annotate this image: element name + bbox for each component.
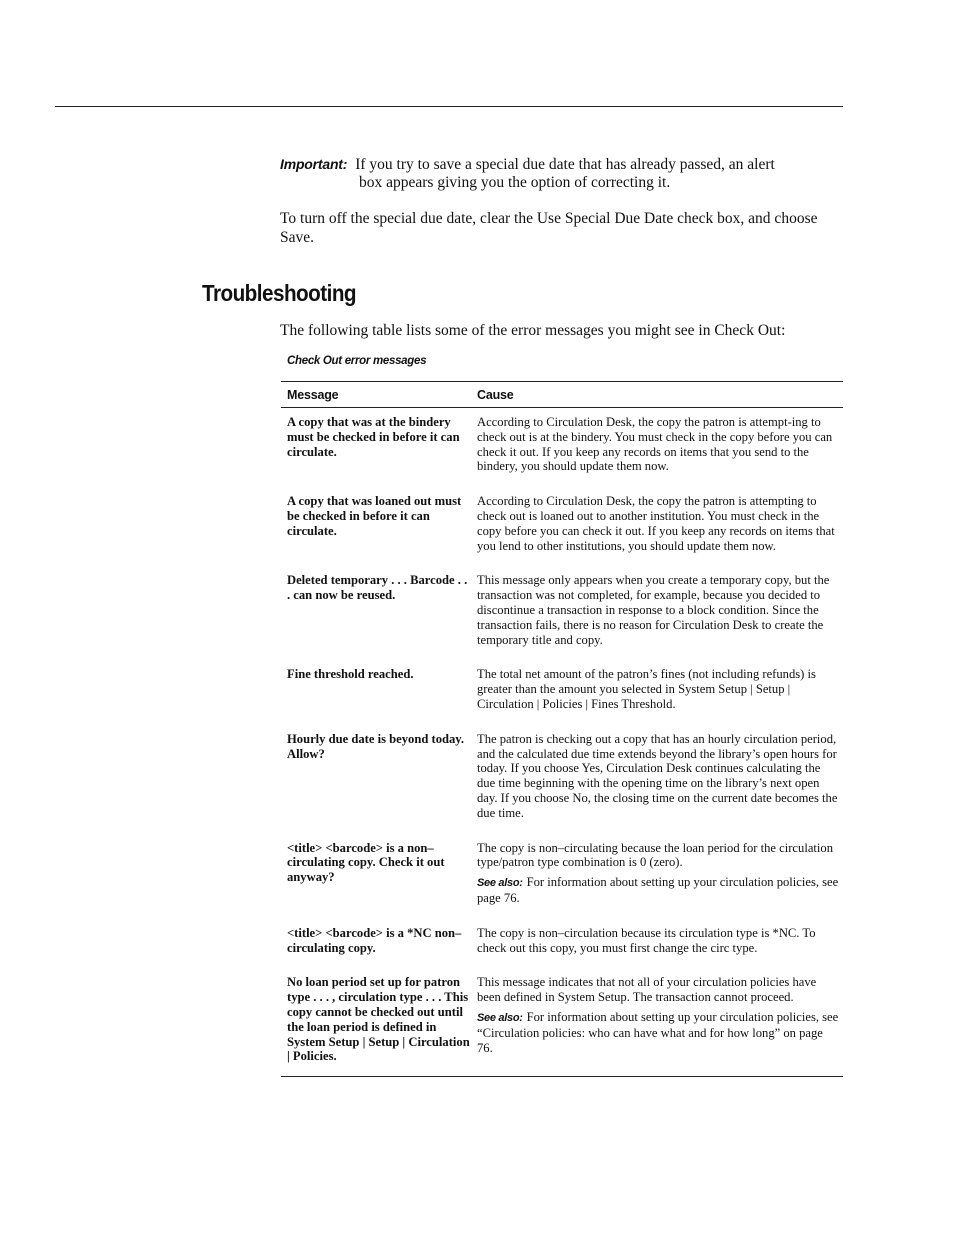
row-message: A copy that was loaned out must be checked in before it can circulate. — [287, 494, 462, 538]
header-message: Message — [287, 387, 339, 402]
important-text-line2: box appears giving you the option of correcting it. — [359, 174, 671, 191]
see-also-label: See also: — [477, 877, 523, 890]
table-row — [281, 415, 843, 474]
section-heading: Troubleshooting — [202, 280, 357, 306]
row-message: <title> <barcode> is a non–circulating copy. Check it out anyway? — [287, 840, 445, 885]
row-cause: The total net amount of the patron’s fines (not including refunds) is greater than the amount you selected in System Setup | Setup | Circulation | Policies | Fines Threshold. — [477, 667, 816, 711]
table-row — [281, 975, 843, 1064]
important-note — [280, 155, 840, 192]
row-message: Fine threshold reached. — [287, 667, 414, 682]
row-cause-block — [477, 841, 843, 906]
see-also-text: For information about setting up your circulation policies, see “Circulation policies: who can have what and for how long” on page 76. — [477, 1009, 839, 1055]
row-message: A copy that was at the bindery must be checked in before it can circulate. — [287, 415, 460, 459]
error-messages-table — [281, 381, 843, 1077]
table-row — [281, 573, 843, 647]
row-cause: The patron is checking out a copy that has an hourly circulation period, and the calculated due time extends beyond the library’s open hours for today. If you choose Yes, Circulation Desk continues calculating the due time beginning with the opening time on the library’s next open day. If you choose No, the closing time on the current date becomes the due time. — [477, 731, 838, 820]
top-rule — [55, 106, 843, 107]
row-cause: According to Circulation Desk, the copy the patron is attempt-ing to check out is at the bindery. You must check in the copy before you can check it out. If you keep any records on items that you send to the bindery, you should update them now. — [477, 415, 833, 474]
table-row — [281, 732, 843, 821]
row-cause: This message indicates that not all of your circulation policies have been defined in System Setup. The transaction cannot proceed. — [477, 975, 817, 1005]
table-row — [281, 926, 843, 956]
table-row — [281, 667, 843, 711]
row-message: Deleted temporary . . . Barcode . . . can now be reused. — [287, 573, 468, 603]
table-caption: Check Out error messages — [287, 355, 427, 367]
table-row — [281, 841, 843, 906]
table-header-row — [281, 382, 843, 408]
paragraph-intro: The following table lists some of the error messages you might see in Check Out: — [280, 322, 786, 339]
row-message: Hourly due date is beyond today. Allow? — [287, 731, 465, 761]
see-also-note — [477, 1010, 839, 1055]
row-cause: This message only appears when you create a temporary copy, but the transaction was not completed, for example, because you decided to discontinue a transaction in response to a block condition. Since the transaction fails, there is no reason for Circulation Desk to create the temporary title and copy. — [477, 573, 830, 647]
row-cause-block — [477, 975, 843, 1064]
see-also-label: See also: — [477, 1011, 523, 1024]
see-also-text: For information about setting up your circulation policies, see page 76. — [477, 875, 839, 905]
row-cause: The copy is non–circulation because its circulation type is *NC. To check out this copy, you must first change the circ type. — [477, 925, 816, 955]
see-also-note — [477, 875, 839, 906]
paragraph-turn-off: To turn off the special due date, clear the Use Special Due Date check box, and choose Save. — [280, 210, 818, 246]
important-text-line1: If you try to save a special due date that has already passed, an alert — [355, 156, 775, 173]
row-cause: The copy is non–circulating because the loan period for the circulation type/patron type combination is 0 (zero). — [477, 840, 833, 870]
table-row — [281, 494, 843, 553]
row-message: No loan period set up for patron type . . . , circulation type . . . This copy cannot be checked out until the loan period is defined in System Setup | Setup | Circulation | Policies. — [287, 975, 470, 1064]
header-cause: Cause — [477, 387, 514, 402]
important-label: Important: — [280, 156, 348, 172]
row-cause: According to Circulation Desk, the copy the patron is attempting to check out is loaned out to another institution. You must check in the copy before you can check it out. If you keep any records on items that you lend to other institutions, you should update them now. — [477, 494, 835, 553]
row-message: <title> <barcode> is a *NC non–circulating copy. — [287, 925, 462, 955]
